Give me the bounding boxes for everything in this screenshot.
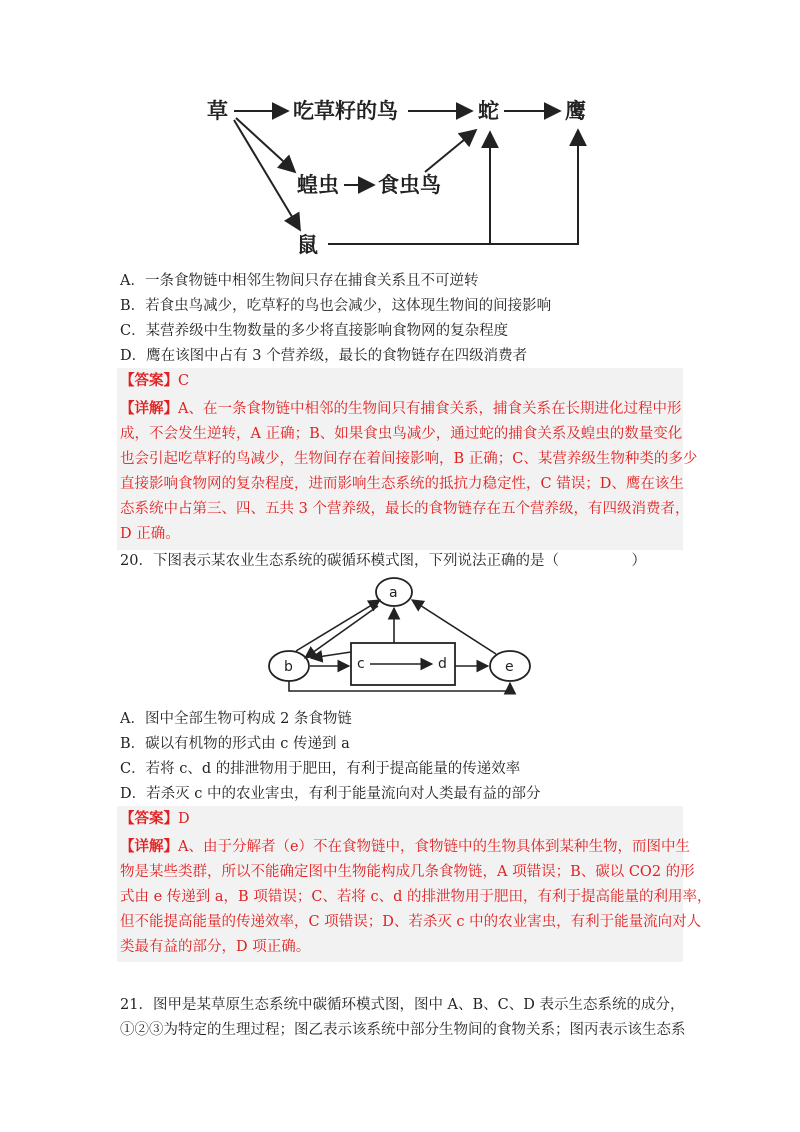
arrow-mouse-eagle	[490, 130, 578, 244]
node-eagle: 鹰	[565, 99, 586, 123]
arrow-grass-locust	[236, 118, 295, 172]
node-e: e	[505, 659, 514, 675]
q20-option-a: A．图中全部生物可构成 2 条食物链	[120, 711, 352, 727]
node-d: d	[438, 656, 447, 672]
q21-line: ①②③为特定的生理过程；图乙表示该系统中部分生物间的食物关系；图丙表示该生态系	[120, 1022, 686, 1038]
node-seed-bird: 吃草籽的鸟	[293, 99, 398, 123]
answer-tag: 【答案】	[120, 372, 178, 389]
answer-tag: 【答案】	[120, 810, 178, 827]
q20-option-d: D．若杀灭 c 中的农业害虫，有利于能量流向对人类最有益的部分	[120, 786, 541, 802]
q19-option-d: D．鹰在该图中占有 3 个营养级，最长的食物链存在四级消费者	[120, 348, 528, 364]
q19-explain-line: 成，不会发生逆转，A 正确；B、如果食虫鸟减少，通过蛇的捕食关系及蝗虫的数量变化	[120, 426, 683, 442]
answer-value: C	[178, 373, 190, 389]
arrow-insectbird-snake	[425, 130, 476, 172]
q19-explain-line: 态系统中占第三、四、五共 3 个营养级，最长的食物链存在五个营养级，有四级消费者，	[120, 501, 690, 517]
arrow-box-b	[311, 652, 351, 658]
q19-option-a: A．一条食物链中相邻生物间只存在捕食关系且不可逆转	[120, 273, 479, 289]
node-locust: 蝗虫	[297, 173, 339, 197]
answer-value: D	[178, 811, 190, 827]
q19-explain-line: 直接影响食物网的复杂程度，进而影响生态系统的抵抗力稳定性，C 错误；D、鹰在该生	[120, 476, 684, 492]
explain-tag: 【详解】	[120, 400, 178, 417]
q20-explain-line: 但不能提高能量的传递效率，C 项错误；D、若杀灭 c 中的农业害虫，有利于能量流向对人	[120, 914, 702, 930]
q20-stem: 20．下图表示某农业生态系统的碳循环模式图，下列说法正确的是（ ）	[120, 553, 646, 569]
q20-explain-line: 物是某些类群，所以不能确定图中生物能构成几条食物链，A 项错误；B、碳以 CO2 的形	[120, 864, 695, 880]
q20-explain-line: 类最有益的部分，D 项正确。	[120, 939, 311, 955]
q19-option-b: B．若食虫鸟减少，吃草籽的鸟也会减少，这体现生物间的间接影响	[120, 298, 552, 314]
carbon-cycle-diagram	[0, 572, 800, 702]
q19-option-c: C．某营养级中生物数量的多少将直接影响食物网的复杂程度	[120, 323, 509, 339]
node-b: b	[284, 659, 293, 675]
node-mouse: 鼠	[297, 233, 318, 257]
arrow-grass-mouse	[234, 120, 300, 230]
food-web-diagram	[0, 0, 800, 260]
q20-explain-line: 【详解】A、由于分解者（e）不在食物链中，食物链中的生物具体到某种生物，而图中生	[120, 838, 691, 855]
q21-line: 21．图甲是某草原生态系统中碳循环模式图，图中 A、B、C、D 表示生态系统的成分，	[120, 997, 685, 1013]
q19-explain-line: 也会引起吃草籽的鸟减少，生物间存在着间接影响，B 正确；C、某营养级生物种类的多少	[120, 451, 698, 467]
q20-answer	[120, 809, 190, 829]
q19-answer	[120, 371, 189, 391]
q20-option-b: B．碳以有机物的形式由 c 传递到 a	[120, 736, 350, 752]
q19-explain-line: 【详解】A、在一条食物链中相邻的生物间只有捕食关系，捕食关系在长期进化过程中形	[120, 400, 682, 417]
node-snake: 蛇	[478, 99, 499, 123]
node-c: c	[357, 656, 365, 672]
node-grass: 草	[207, 99, 228, 123]
node-a: a	[389, 585, 398, 601]
q20-explain-line: 式由 e 传递到 a，B 项错误；C、若将 c、d 的排泄物用于肥田，有利于提高能量的利用率，	[120, 889, 712, 905]
q20-answer-block	[117, 806, 712, 962]
q20-option-c: C．若将 c、d 的排泄物用于肥田，有利于提高能量的传递效率	[120, 761, 521, 777]
q19-explain-line: D 正确。	[120, 526, 180, 542]
explain-tag: 【详解】	[120, 838, 178, 855]
q19-answer-block	[117, 368, 698, 550]
node-insect-bird: 食虫鸟	[378, 173, 441, 197]
